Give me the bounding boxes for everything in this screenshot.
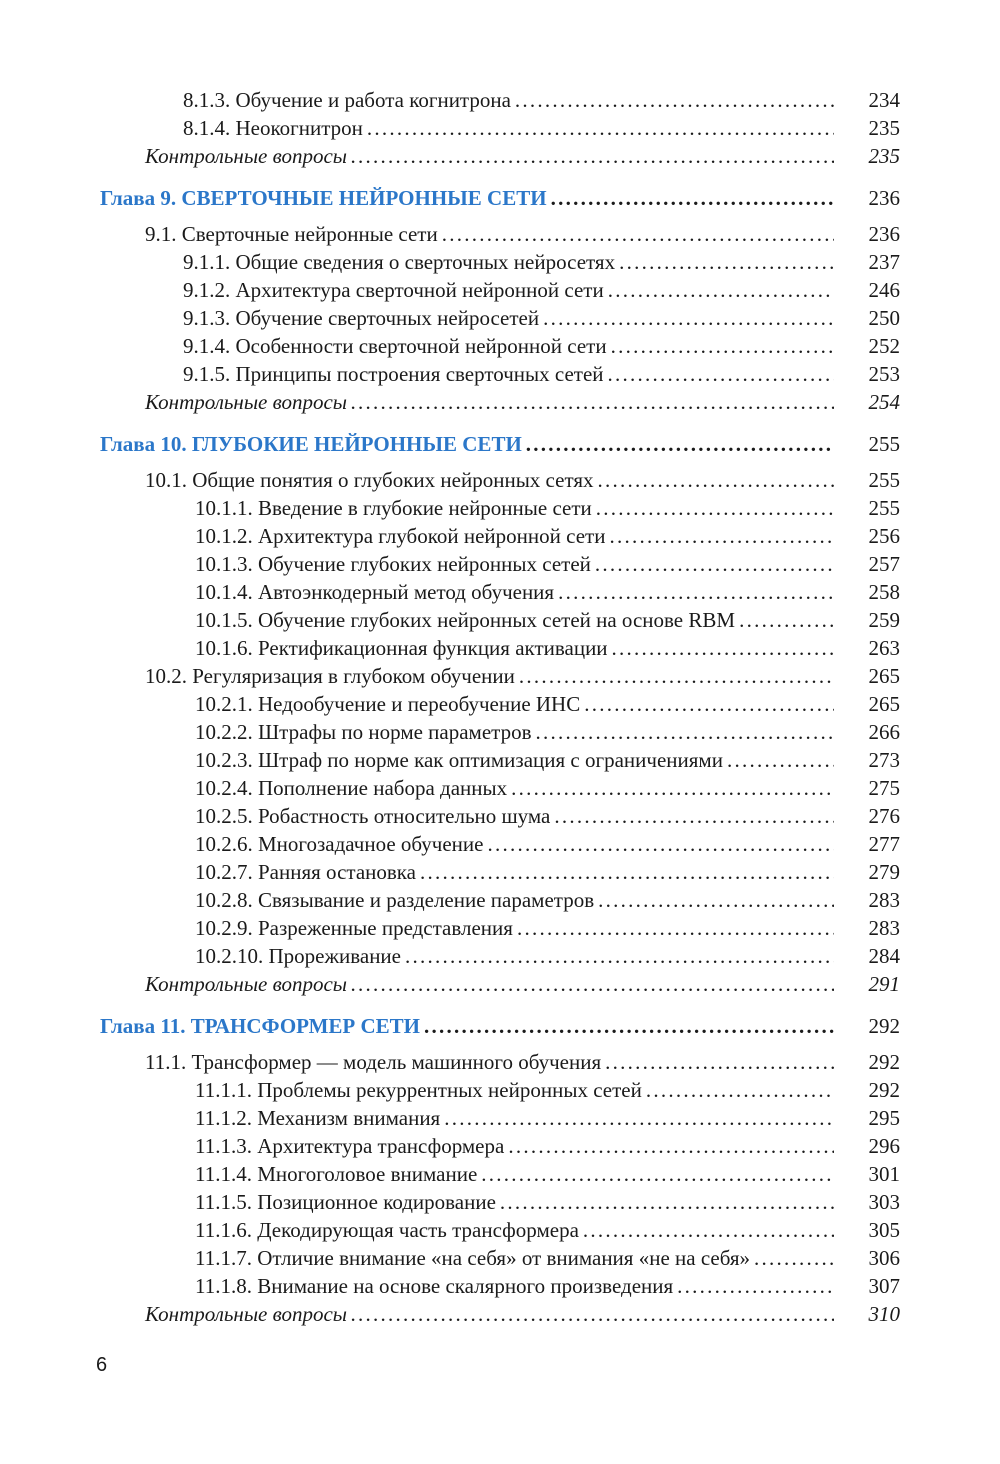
toc-entry-title: 10.2.1. Недообучение и переобучение ИНС (195, 692, 581, 716)
dot-leader (351, 970, 834, 998)
dot-leader (583, 1216, 834, 1244)
toc-entry (100, 550, 900, 578)
dot-leader (677, 1272, 834, 1300)
toc-entry (100, 114, 900, 142)
dot-leader (558, 578, 834, 606)
toc-entry (100, 248, 900, 276)
dot-leader (442, 220, 834, 248)
dot-leader (611, 332, 834, 360)
toc-entry-page: 236 (868, 186, 900, 210)
toc-entry-page: 305 (868, 1218, 900, 1242)
toc-entry (100, 86, 900, 114)
toc-entry (100, 1132, 900, 1160)
toc-entry-page: 291 (868, 972, 900, 996)
dot-leader (584, 690, 834, 718)
toc-entry-title: Контрольные вопросы (145, 972, 348, 996)
toc-entry-page: 301 (868, 1162, 900, 1186)
dot-leader (526, 430, 834, 458)
toc-entry (100, 522, 900, 550)
toc-entry-page: 234 (868, 88, 900, 112)
dot-leader (519, 662, 834, 690)
toc-questions-entry (100, 1300, 900, 1328)
dot-leader (424, 1012, 834, 1040)
toc-entry-page: 277 (868, 832, 900, 856)
dot-leader (619, 248, 834, 276)
toc-entry (100, 276, 900, 304)
toc-entry-title: 9.1. Сверточные нейронные сети (145, 222, 438, 246)
toc-entry (100, 466, 900, 494)
toc-entry-page: 254 (868, 390, 900, 414)
toc-entry-title: Глава 9. СВЕРТОЧНЫЕ НЕЙРОННЫЕ СЕТИ (100, 186, 547, 210)
dot-leader (405, 942, 834, 970)
toc-entry-title: 10.2.5. Робастность относительно шума (195, 804, 551, 828)
dot-leader (500, 1188, 834, 1216)
dot-leader (543, 304, 834, 332)
dot-leader (754, 1244, 834, 1272)
toc-entry (100, 634, 900, 662)
toc-entry-page: 276 (868, 804, 900, 828)
toc-entry-title: 10.1. Общие понятия о глубоких нейронных сетях (145, 468, 594, 492)
toc-entry-title: 10.1.5. Обучение глубоких нейронных сетей на основе RBM (195, 608, 736, 632)
toc-entry-page: 257 (868, 552, 900, 576)
dot-leader (595, 550, 834, 578)
toc-entry-page: 263 (868, 636, 900, 660)
toc-chapter-heading (100, 1012, 900, 1040)
toc-entry-title: 11.1. Трансформер — модель машинного обучения (145, 1050, 602, 1074)
toc-entry-title: Глава 10. ГЛУБОКИЕ НЕЙРОННЫЕ СЕТИ (100, 432, 522, 456)
toc-entry-page: 292 (868, 1050, 900, 1074)
toc-entry (100, 494, 900, 522)
toc-entry (100, 1104, 900, 1132)
toc-entry-page: 255 (868, 496, 900, 520)
page-number: 6 (96, 1354, 108, 1376)
toc-entry-title: 8.1.4. Неокогнитрон (183, 116, 363, 140)
toc-entry-title: 11.1.4. Многоголовое внимание (195, 1162, 478, 1186)
toc-entry (100, 220, 900, 248)
toc-entry-title: 11.1.8. Внимание на основе скалярного произведения (195, 1274, 674, 1298)
toc-entry-title: 11.1.7. Отличие внимание «на себя» от внимания «не на себя» (195, 1246, 751, 1270)
dot-leader (554, 802, 834, 830)
dot-leader (551, 184, 834, 212)
toc-entry-title: 9.1.2. Архитектура сверточной нейронной сети (183, 278, 604, 302)
toc-entry-title: 8.1.3. Обучение и работа когнитрона (183, 88, 511, 112)
toc-entry-title: 10.2.6. Многозадачное обучение (195, 832, 484, 856)
toc-entry (100, 690, 900, 718)
toc-entry-page: 250 (868, 306, 900, 330)
dot-leader (420, 858, 834, 886)
toc-entry-title: 11.1.2. Механизм внимания (195, 1106, 441, 1130)
toc-entry-title: 10.2.3. Штраф по норме как оптимизация с ограничениями (195, 748, 723, 772)
toc-entry (100, 886, 900, 914)
toc-entry (100, 662, 900, 690)
toc-entry-title: Контрольные вопросы (145, 1302, 348, 1326)
toc-entry-page: 246 (868, 278, 900, 302)
toc-entry-title: Контрольные вопросы (145, 390, 348, 414)
dot-leader (596, 494, 834, 522)
toc-entry-page: 283 (868, 916, 900, 940)
dot-leader (508, 1132, 834, 1160)
dot-leader (511, 774, 834, 802)
dot-leader (351, 1300, 834, 1328)
toc-entry-page: 256 (868, 524, 900, 548)
toc-entry-page: 275 (868, 776, 900, 800)
toc-entry-page: 273 (868, 748, 900, 772)
dot-leader (515, 86, 834, 114)
toc-entry-page: 292 (868, 1078, 900, 1102)
toc-entry (100, 1160, 900, 1188)
toc-entry-title: 10.2.7. Ранняя остановка (195, 860, 417, 884)
toc-entry (100, 1216, 900, 1244)
toc-entry (100, 578, 900, 606)
dot-leader (351, 388, 834, 416)
dot-leader (739, 606, 834, 634)
toc-entry-page: 310 (868, 1302, 900, 1326)
toc-entry-page: 253 (868, 362, 900, 386)
toc-entry (100, 746, 900, 774)
dot-leader (487, 830, 834, 858)
toc-entry-title: 10.2.10. Прореживание (195, 944, 401, 968)
toc-entry-title: 10.1.3. Обучение глубоких нейронных сетей (195, 552, 591, 576)
toc-chapter-heading (100, 184, 900, 212)
table-of-contents (100, 86, 900, 1328)
dot-leader (517, 914, 834, 942)
toc-entry (100, 332, 900, 360)
toc-entry-page: 235 (868, 116, 900, 140)
toc-entry-page: 235 (868, 144, 900, 168)
toc-entry-page: 292 (868, 1014, 900, 1038)
toc-entry-page: 303 (868, 1190, 900, 1214)
toc-entry-title: 11.1.6. Декодирующая часть трансформера (195, 1218, 579, 1242)
toc-entry-title: 10.1.4. Автоэнкодерный метод обучения (195, 580, 555, 604)
dot-leader (608, 360, 834, 388)
dot-leader (598, 466, 834, 494)
toc-entry-title: 10.1.6. Ректификационная функция активации (195, 636, 608, 660)
toc-entry-page: 307 (868, 1274, 900, 1298)
toc-entry (100, 858, 900, 886)
toc-entry (100, 914, 900, 942)
toc-questions-entry (100, 970, 900, 998)
dot-leader (605, 1048, 834, 1076)
toc-entry-title: 9.1.5. Принципы построения сверточных сетей (183, 362, 604, 386)
toc-questions-entry (100, 142, 900, 170)
dot-leader (351, 142, 834, 170)
toc-entry (100, 802, 900, 830)
toc-entry-title: 11.1.1. Проблемы рекуррентных нейронных сетей (195, 1078, 642, 1102)
dot-leader (444, 1104, 834, 1132)
toc-entry (100, 830, 900, 858)
toc-questions-entry (100, 388, 900, 416)
toc-entry-page: 236 (868, 222, 900, 246)
toc-entry (100, 718, 900, 746)
toc-entry-title: 10.2.4. Пополнение набора данных (195, 776, 508, 800)
toc-entry-title: 10.2.2. Штрафы по норме параметров (195, 720, 532, 744)
toc-entry-page: 295 (868, 1106, 900, 1130)
toc-entry-page: 266 (868, 720, 900, 744)
toc-entry-page: 284 (868, 944, 900, 968)
toc-entry-title: 11.1.5. Позиционное кодирование (195, 1190, 496, 1214)
dot-leader (612, 634, 834, 662)
toc-entry-title: 11.1.3. Архитектура трансформера (195, 1134, 505, 1158)
toc-entry (100, 774, 900, 802)
toc-entry-title: 9.1.1. Общие сведения о сверточных нейросетях (183, 250, 616, 274)
toc-entry-page: 237 (868, 250, 900, 274)
toc-entry-page: 265 (868, 664, 900, 688)
toc-entry (100, 606, 900, 634)
toc-entry-title: 10.1.2. Архитектура глубокой нейронной сети (195, 524, 606, 548)
dot-leader (608, 276, 834, 304)
toc-entry-page: 265 (868, 692, 900, 716)
toc-entry (100, 1272, 900, 1300)
toc-entry-title: 10.2.9. Разреженные представления (195, 916, 513, 940)
toc-entry-page: 255 (868, 432, 900, 456)
toc-entry-page: 306 (868, 1246, 900, 1270)
toc-entry (100, 360, 900, 388)
dot-leader (481, 1160, 834, 1188)
toc-entry-title: 10.1.1. Введение в глубокие нейронные сети (195, 496, 592, 520)
toc-entry-title: 9.1.4. Особенности сверточной нейронной сети (183, 334, 607, 358)
toc-entry-title: Контрольные вопросы (145, 144, 348, 168)
toc-entry-page: 279 (868, 860, 900, 884)
dot-leader (646, 1076, 834, 1104)
toc-entry-page: 255 (868, 468, 900, 492)
dot-leader (609, 522, 834, 550)
dot-leader (536, 718, 834, 746)
dot-leader (598, 886, 834, 914)
toc-entry-title: Глава 11. ТРАНСФОРМЕР СЕТИ (100, 1014, 420, 1038)
toc-entry-page: 283 (868, 888, 900, 912)
toc-entry (100, 1076, 900, 1104)
toc-entry-page: 258 (868, 580, 900, 604)
toc-entry-page: 259 (868, 608, 900, 632)
dot-leader (727, 746, 834, 774)
toc-entry (100, 1244, 900, 1272)
dot-leader (367, 114, 834, 142)
toc-entry-title: 10.2.8. Связывание и разделение параметров (195, 888, 595, 912)
toc-entry (100, 304, 900, 332)
toc-chapter-heading (100, 430, 900, 458)
toc-entry-page: 296 (868, 1134, 900, 1158)
toc-entry-title: 10.2. Регуляризация в глубоком обучении (145, 664, 515, 688)
toc-entry (100, 1188, 900, 1216)
toc-entry (100, 942, 900, 970)
toc-entry-title: 9.1.3. Обучение сверточных нейросетей (183, 306, 540, 330)
toc-entry-page: 252 (868, 334, 900, 358)
toc-entry (100, 1048, 900, 1076)
